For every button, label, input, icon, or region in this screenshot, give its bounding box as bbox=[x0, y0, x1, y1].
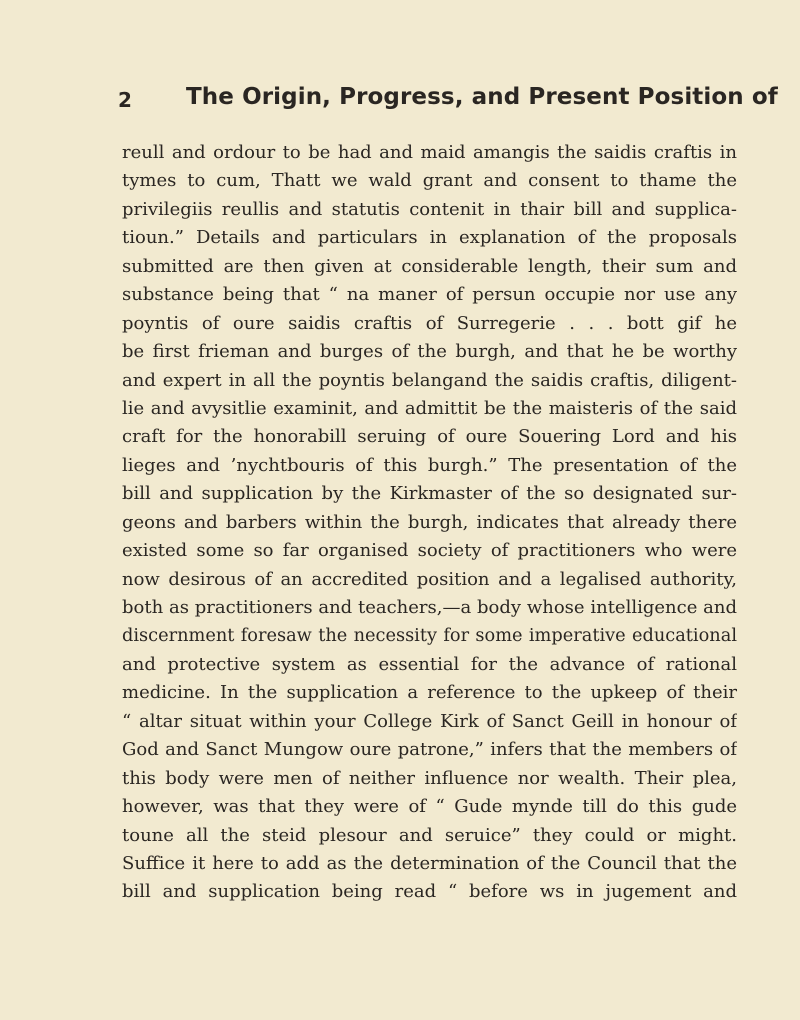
text-line: both as practitioners and teachers,—a body whose intelligence and bbox=[122, 597, 737, 618]
text-line: be first frieman and burges of the burgh, and that he be worthy bbox=[122, 341, 737, 363]
text-line: Suffice it here to add as the determination of the Council that the bbox=[122, 852, 737, 874]
text-line: existed some so far organised society of practitioners who were bbox=[122, 540, 737, 562]
text-line: medicine. In the supplication a reference to the upkeep of their bbox=[122, 682, 737, 704]
text-line: bill and supplication being read “ before ws in jugement and bbox=[122, 881, 737, 903]
text-line: discernment foresaw the necessity for some imperative educational bbox=[122, 626, 737, 647]
text-line: privilegiis reullis and statutis contenit in thair bill and supplica- bbox=[122, 198, 737, 220]
text-line: submitted are then given at considerable length, their sum and bbox=[122, 255, 737, 277]
page-number: 2 bbox=[118, 88, 132, 112]
text-line: tioun.” Details and particulars in explanation of the proposals bbox=[122, 227, 737, 249]
text-line: toune all the steid plesour and seruice” they could or might. bbox=[122, 824, 737, 846]
page-header bbox=[118, 84, 778, 120]
text-line: tymes to cum, Thatt we wald grant and consent to thame the bbox=[122, 170, 737, 192]
running-head: The Origin, Progress, and Present Position of bbox=[186, 84, 778, 110]
text-line: this body were men of neither influence nor wealth. Their plea, bbox=[122, 767, 737, 789]
text-line: lieges and ’nychtbouris of this burgh.” The presentation of the bbox=[122, 454, 737, 476]
text-line: now desirous of an accredited position and a legalised authority, bbox=[122, 568, 737, 590]
text-line: bill and supplication by the Kirkmaster of the so designated sur- bbox=[122, 483, 737, 505]
text-line: reull and ordour to be had and maid amangis the saidis craftis in bbox=[122, 142, 737, 163]
text-line: and protective system as essential for the advance of rational bbox=[122, 653, 737, 675]
text-line: God and Sanct Mungow oure patrone,” infers that the members of bbox=[122, 739, 737, 761]
body-paragraph bbox=[122, 139, 737, 907]
text-line: “ altar situat within your College Kirk of Sanct Geill in honour of bbox=[122, 710, 737, 732]
text-line: geons and barbers within the burgh, indicates that already there bbox=[122, 511, 737, 533]
text-line: however, was that they were of “ Gude mynde till do this gude bbox=[122, 796, 737, 818]
text-line: and expert in all the poyntis belangand the saidis craftis, diligent- bbox=[122, 369, 737, 391]
text-line: poyntis of oure saidis craftis of Surregerie . . . bott gif he bbox=[122, 312, 737, 334]
text-line: substance being that “ na maner of persun occupie nor use any bbox=[122, 284, 737, 306]
text-line: lie and avysitlie examinit, and admittit be the maisteris of the said bbox=[122, 397, 737, 419]
text-line: craft for the honorabill seruing of oure Souering Lord and his bbox=[122, 426, 737, 448]
